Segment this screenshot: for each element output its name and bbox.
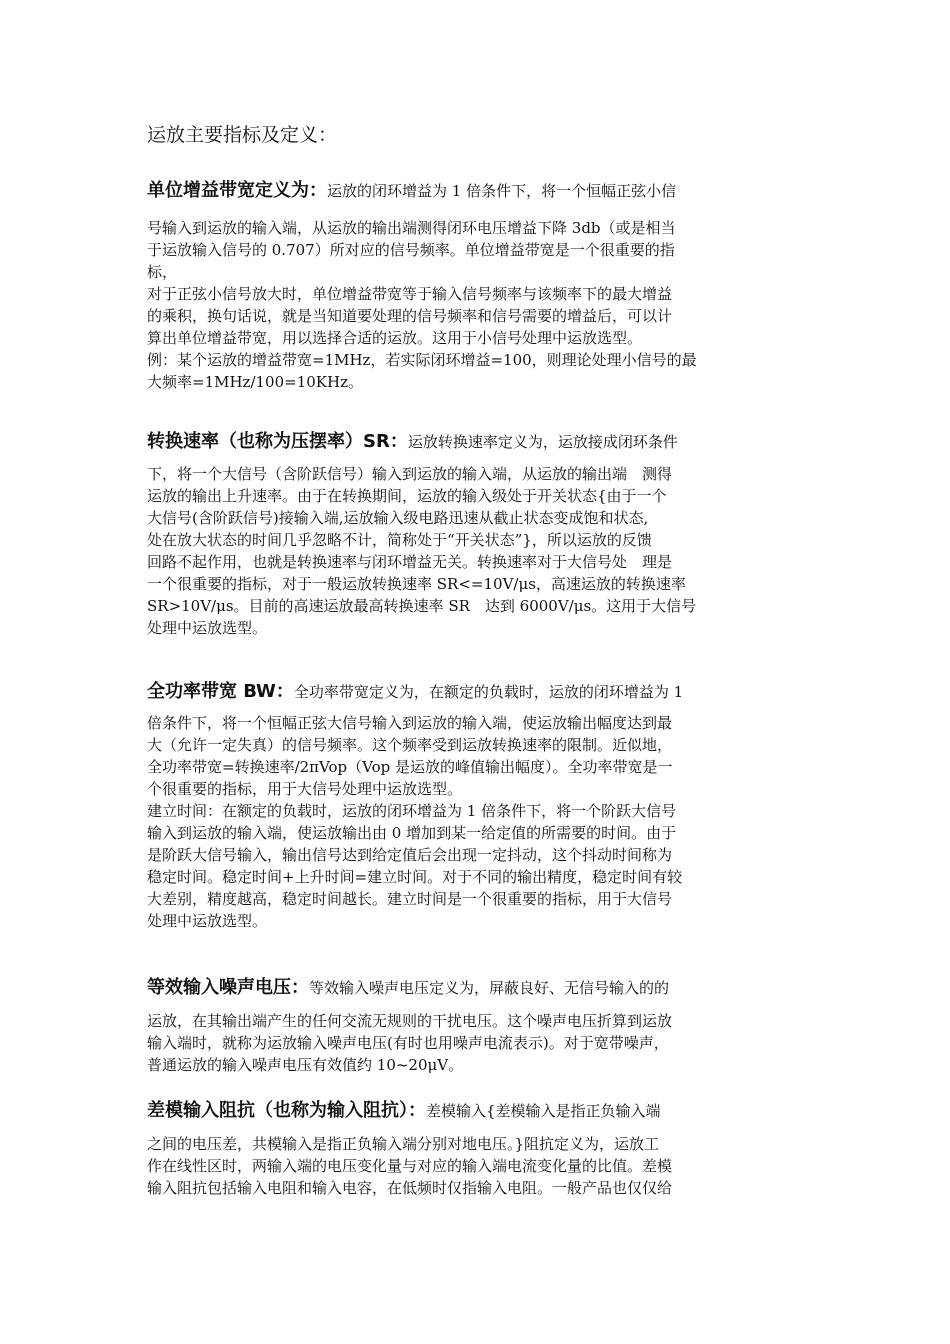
paragraph-line: 运放，在其输出端产生的任何交流无规则的干扰电压。这个噪声电压折算到运放 [147, 1012, 673, 1030]
section-heading-text: 等效输入噪声电压定义为，屏蔽良好、无信号输入的的 [309, 979, 670, 997]
section-heading-full-power-bandwidth [147, 677, 683, 703]
paragraph-line: 建立时间：在额定的负载时，运放的闭环增益为 1 倍条件下，将一个阶跃大信号 [147, 802, 677, 820]
page-title: 运放主要指标及定义： [147, 124, 338, 146]
section-heading-label: 等效输入噪声电压： [147, 977, 309, 998]
paragraph-line: 于运放输入信号的 0.707）所对应的信号频率。单位增益带宽是一个很重要的指 [147, 241, 675, 259]
section-heading-input-noise-voltage [147, 973, 669, 999]
paragraph-line: 大频率=1MHz/100=10KHz。 [147, 373, 363, 391]
section-body-full-power-bandwidth [147, 712, 812, 932]
paragraph-line: 一个很重要的指标，对于一般运放转换速率 SR<=10V/μs，高速运放的转换速率 [147, 575, 686, 593]
paragraph-line: 号输入到运放的输入端，从运放的输出端测得闭环电压增益下降 3db（或是相当 [147, 219, 676, 237]
paragraph-line: 倍条件下，将一个恒幅正弦大信号输入到运放的输入端，使运放输出幅度达到最 [147, 714, 673, 732]
paragraph-line: 算出单位增益带宽，用以选择合适的运放。这用于小信号处理中运放选型。 [147, 329, 643, 347]
section-heading-label: 差模输入阻抗（也称为输入阻抗）： [147, 1100, 426, 1121]
paragraph-line: 普通运放的输入噪声电压有效值约 10~20μV。 [147, 1056, 464, 1074]
paragraph-line: 下，将一个大信号（含阶跃信号）输入到运放的输入端，从运放的输出端 测得 [147, 465, 673, 483]
paragraph-line: 处理中运放选型。 [147, 912, 268, 930]
paragraph-line: 作在线性区时，两输入端的电压变化量与对应的输入端电流变化量的比值。差模 [147, 1157, 673, 1175]
section-heading-text: 运放的闭环增益为 1 倍条件下，将一个恒幅正弦小信 [327, 182, 677, 200]
paragraph-line: 输入端时，就称为运放输入噪声电压(有时也用噪声电流表示)。对于宽带噪声， [147, 1034, 669, 1052]
paragraph-line: SR>10V/μs。目前的高速运放最高转换速率 SR 达到 6000V/μs。这用于大信号 [147, 597, 697, 615]
paragraph-line: 大差别，精度越高，稳定时间越长。建立时间是一个很重要的指标，用于大信号 [147, 890, 673, 908]
paragraph-line: 稳定时间。稳定时间+上升时间=建立时间。对于不同的输出精度，稳定时间有较 [147, 868, 683, 886]
section-heading-text: 全功率带宽定义为，在额定的负载时，运放的闭环增益为 1 [293, 683, 684, 701]
section-heading-slew-rate [147, 427, 678, 453]
paragraph-line: 之间的电压差，共模输入是指正负输入端分别对地电压。}阻抗定义为，运放工 [147, 1135, 660, 1153]
paragraph-line: 处理中运放选型。 [147, 619, 268, 637]
section-heading-differential-input-impedance [147, 1096, 661, 1122]
section-heading-text: 差模输入{差模输入是指正负输入端 [426, 1102, 661, 1120]
paragraph-line: 回路不起作用，也就是转换速率与闭环增益无关。转换速率对于大信号处 理是 [147, 553, 673, 571]
paragraph-line: 全功率带宽=转换速率/2πVop（Vop 是运放的峰值输出幅度）。全功率带宽是一 [147, 758, 673, 776]
paragraph-line: 运放的输出上升速率。由于在转换期间，运放的输入级处于开关状态{由于一个 [147, 487, 667, 505]
paragraph-line: 个很重要的指标，用于大信号处理中运放选型。 [147, 780, 463, 798]
section-heading-text: 运放转换速率定义为，运放接成闭环条件 [407, 433, 678, 451]
paragraph-line: 输入到运放的输入端，使运放输出由 0 增加到某一给定值的所需要的时间。由于 [147, 824, 677, 842]
paragraph-line: 标， [147, 263, 178, 281]
paragraph-line: 处在放大状态的时间几乎忽略不计，简称处于“开关状态”}，所以运放的反馈 [147, 531, 652, 549]
section-heading-label: 单位增益带宽定义为： [147, 180, 327, 201]
section-heading-unity-gain-bandwidth [147, 176, 676, 202]
paragraph-line: 对于正弦小信号放大时，单位增益带宽等于输入信号频率与该频率下的最大增益 [147, 285, 673, 303]
paragraph-line: 是阶跃大信号输入，输出信号达到给定值后会出现一定抖动，这个抖动时间称为 [147, 846, 673, 864]
paragraph-line: 输入阻抗包括输入电阻和输入电容，在低频时仅指输入电阻。一般产品也仅仅给 [147, 1179, 673, 1197]
section-body-differential-input-impedance [147, 1133, 812, 1199]
section-body-unity-gain-bandwidth [147, 217, 812, 393]
paragraph-line: 大（允许一定失真）的信号频率。这个频率受到运放转换速率的限制。近似地， [147, 736, 673, 754]
paragraph-line: 例：某个运放的增益带宽=1MHz，若实际闭环增益=100，则理论处理小信号的最 [147, 351, 697, 369]
paragraph-line: 的乘积，换句话说，就是当知道要处理的信号频率和信号需要的增益后，可以计 [147, 307, 673, 325]
paragraph-line: 大信号(含阶跃信号)接输入端,运放输入级电路迅速从截止状态变成饱和状态, [147, 509, 649, 527]
section-heading-label: 全功率带宽 BW： [147, 681, 294, 702]
section-body-input-noise-voltage [147, 1010, 812, 1076]
section-heading-label: 转换速率（也称为压摆率）SR： [147, 431, 408, 452]
section-body-slew-rate [147, 463, 812, 639]
